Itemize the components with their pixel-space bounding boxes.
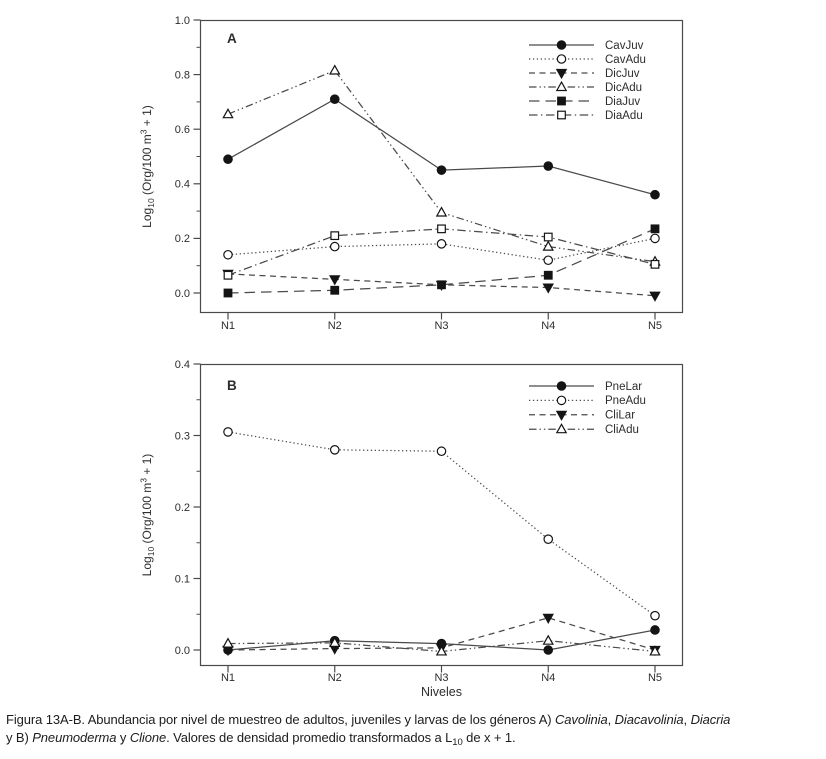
marker-PneLar <box>651 626 659 634</box>
marker-DiaAdu <box>224 271 232 279</box>
marker-DiaAdu <box>438 225 446 233</box>
marker-DiaAdu <box>331 232 339 240</box>
marker-PneAdu <box>651 611 659 619</box>
caption-text: Cavolinia <box>555 712 608 727</box>
marker-PneAdu <box>437 447 445 455</box>
marker-DicJuv <box>650 292 659 300</box>
marker-DiaAdu <box>651 261 659 269</box>
y-tick-label: 0.0 <box>174 644 190 657</box>
marker-PneLar <box>544 646 552 654</box>
marker-CliAdu <box>544 636 553 644</box>
marker-DiaJuv <box>438 281 446 289</box>
panel-b <box>139 359 683 699</box>
series-line-PneAdu <box>228 432 655 616</box>
legend-label-CliAdu: CliAdu <box>605 424 639 436</box>
marker-DicAdu <box>437 208 446 216</box>
series-line-CavJuv <box>228 99 655 195</box>
marker-CavAdu <box>224 251 232 259</box>
legend-marker-DiaJuv <box>558 97 566 105</box>
y-tick-label: 0.2 <box>174 501 190 514</box>
legend-label-PneLar: PneLar <box>605 380 643 393</box>
legend-label-CliLar: CliLar <box>605 409 636 422</box>
marker-CavJuv <box>224 155 232 163</box>
legend-marker-PneAdu <box>557 396 565 404</box>
y-tick-label: 0.4 <box>174 178 190 191</box>
caption-text: y <box>116 730 130 745</box>
caption-text: de x + 1. <box>462 730 516 745</box>
legend-marker-CliLar <box>557 411 566 419</box>
legend-marker-DiaAdu <box>558 111 566 119</box>
y-tick-label: 0.2 <box>174 233 190 246</box>
caption-text: Clione <box>129 730 167 745</box>
panel-a <box>139 15 683 332</box>
marker-CavAdu <box>437 240 445 248</box>
panel-letter: A <box>227 31 237 46</box>
x-tick-label: N4 <box>541 672 556 684</box>
legend-label-DicAdu: DicAdu <box>605 81 643 94</box>
legend-marker-PneLar <box>557 382 565 390</box>
y-tick-label: 0.6 <box>174 124 190 136</box>
y-tick-label: 0.8 <box>174 69 190 82</box>
legend-marker-CavJuv <box>557 41 565 49</box>
legend <box>529 40 646 122</box>
y-tick-label: 0.4 <box>174 358 190 371</box>
caption-text: , <box>607 712 615 727</box>
y-tick-label: 0.0 <box>174 287 190 300</box>
marker-PneAdu <box>331 446 339 454</box>
marker-DiaAdu <box>544 233 552 241</box>
legend-marker-DicAdu <box>557 82 566 90</box>
figure-caption <box>6 711 822 752</box>
marker-CavAdu <box>544 256 552 264</box>
marker-CavJuv <box>437 166 445 174</box>
y-tick-label: 1.0 <box>174 14 190 27</box>
x-tick-label: N5 <box>647 672 663 684</box>
marker-PneAdu <box>224 428 232 436</box>
caption-text: Pneumoderma <box>32 730 117 745</box>
caption-text: Figura 13A-B. Abundancia por nivel de muestreo de adultos, juveniles y larvas de los géneros A) <box>6 712 556 727</box>
caption-text: Diacavolinia <box>614 712 684 727</box>
x-tick-label: N3 <box>434 672 449 684</box>
marker-DiaJuv <box>331 286 339 294</box>
y-axis-title: Log$_{10}$ (Org/100 $m^3 + 1$) <box>138 105 156 228</box>
marker-CavJuv <box>544 162 552 170</box>
marker-DiaJuv <box>544 271 552 279</box>
x-tick-label: N2 <box>327 672 342 684</box>
legend-marker-CliAdu <box>557 424 566 432</box>
caption-text: y B) <box>6 730 33 745</box>
marker-CavJuv <box>651 191 659 199</box>
x-axis-title: Niveles <box>421 685 462 699</box>
legend-label-DicJuv: DicJuv <box>605 67 640 80</box>
y-tick-label: 0.3 <box>174 430 190 443</box>
caption-text: . Valores de densidad promedio transformados a L <box>166 730 453 745</box>
marker-CavJuv <box>331 95 339 103</box>
x-tick-label: N2 <box>327 320 342 332</box>
marker-DicAdu <box>330 66 339 74</box>
legend-marker-CavAdu <box>557 55 565 63</box>
legend <box>529 381 646 436</box>
x-tick-label: N1 <box>220 320 236 332</box>
legend-label-DiaAdu: DiaAdu <box>605 109 643 122</box>
y-axis-title: Log$_{10}$ (Org/100 $m^3 + 1$) <box>138 453 156 577</box>
legend-marker-DicJuv <box>557 70 566 78</box>
caption-text: , <box>683 712 691 727</box>
marker-PneAdu <box>544 535 552 543</box>
x-tick-label: N4 <box>541 320 556 332</box>
legend-label-CavJuv: CavJuv <box>605 39 644 52</box>
marker-CliAdu <box>223 639 232 647</box>
legend-label-PneAdu: PneAdu <box>605 395 646 408</box>
caption-text: Diacria <box>690 712 731 727</box>
caption-text: 10 <box>452 737 463 748</box>
x-tick-label: N1 <box>220 672 236 684</box>
x-tick-label: N5 <box>647 320 663 332</box>
y-tick-label: 0.1 <box>174 573 190 586</box>
panel-letter: B <box>227 378 237 393</box>
marker-DiaJuv <box>224 289 232 297</box>
marker-DiaJuv <box>651 225 659 233</box>
marker-DicJuv <box>544 284 553 292</box>
marker-CavAdu <box>331 242 339 250</box>
marker-CavAdu <box>651 234 659 242</box>
legend-label-DiaJuv: DiaJuv <box>605 95 641 108</box>
x-tick-label: N3 <box>434 320 449 332</box>
legend-label-CavAdu: CavAdu <box>605 53 646 66</box>
